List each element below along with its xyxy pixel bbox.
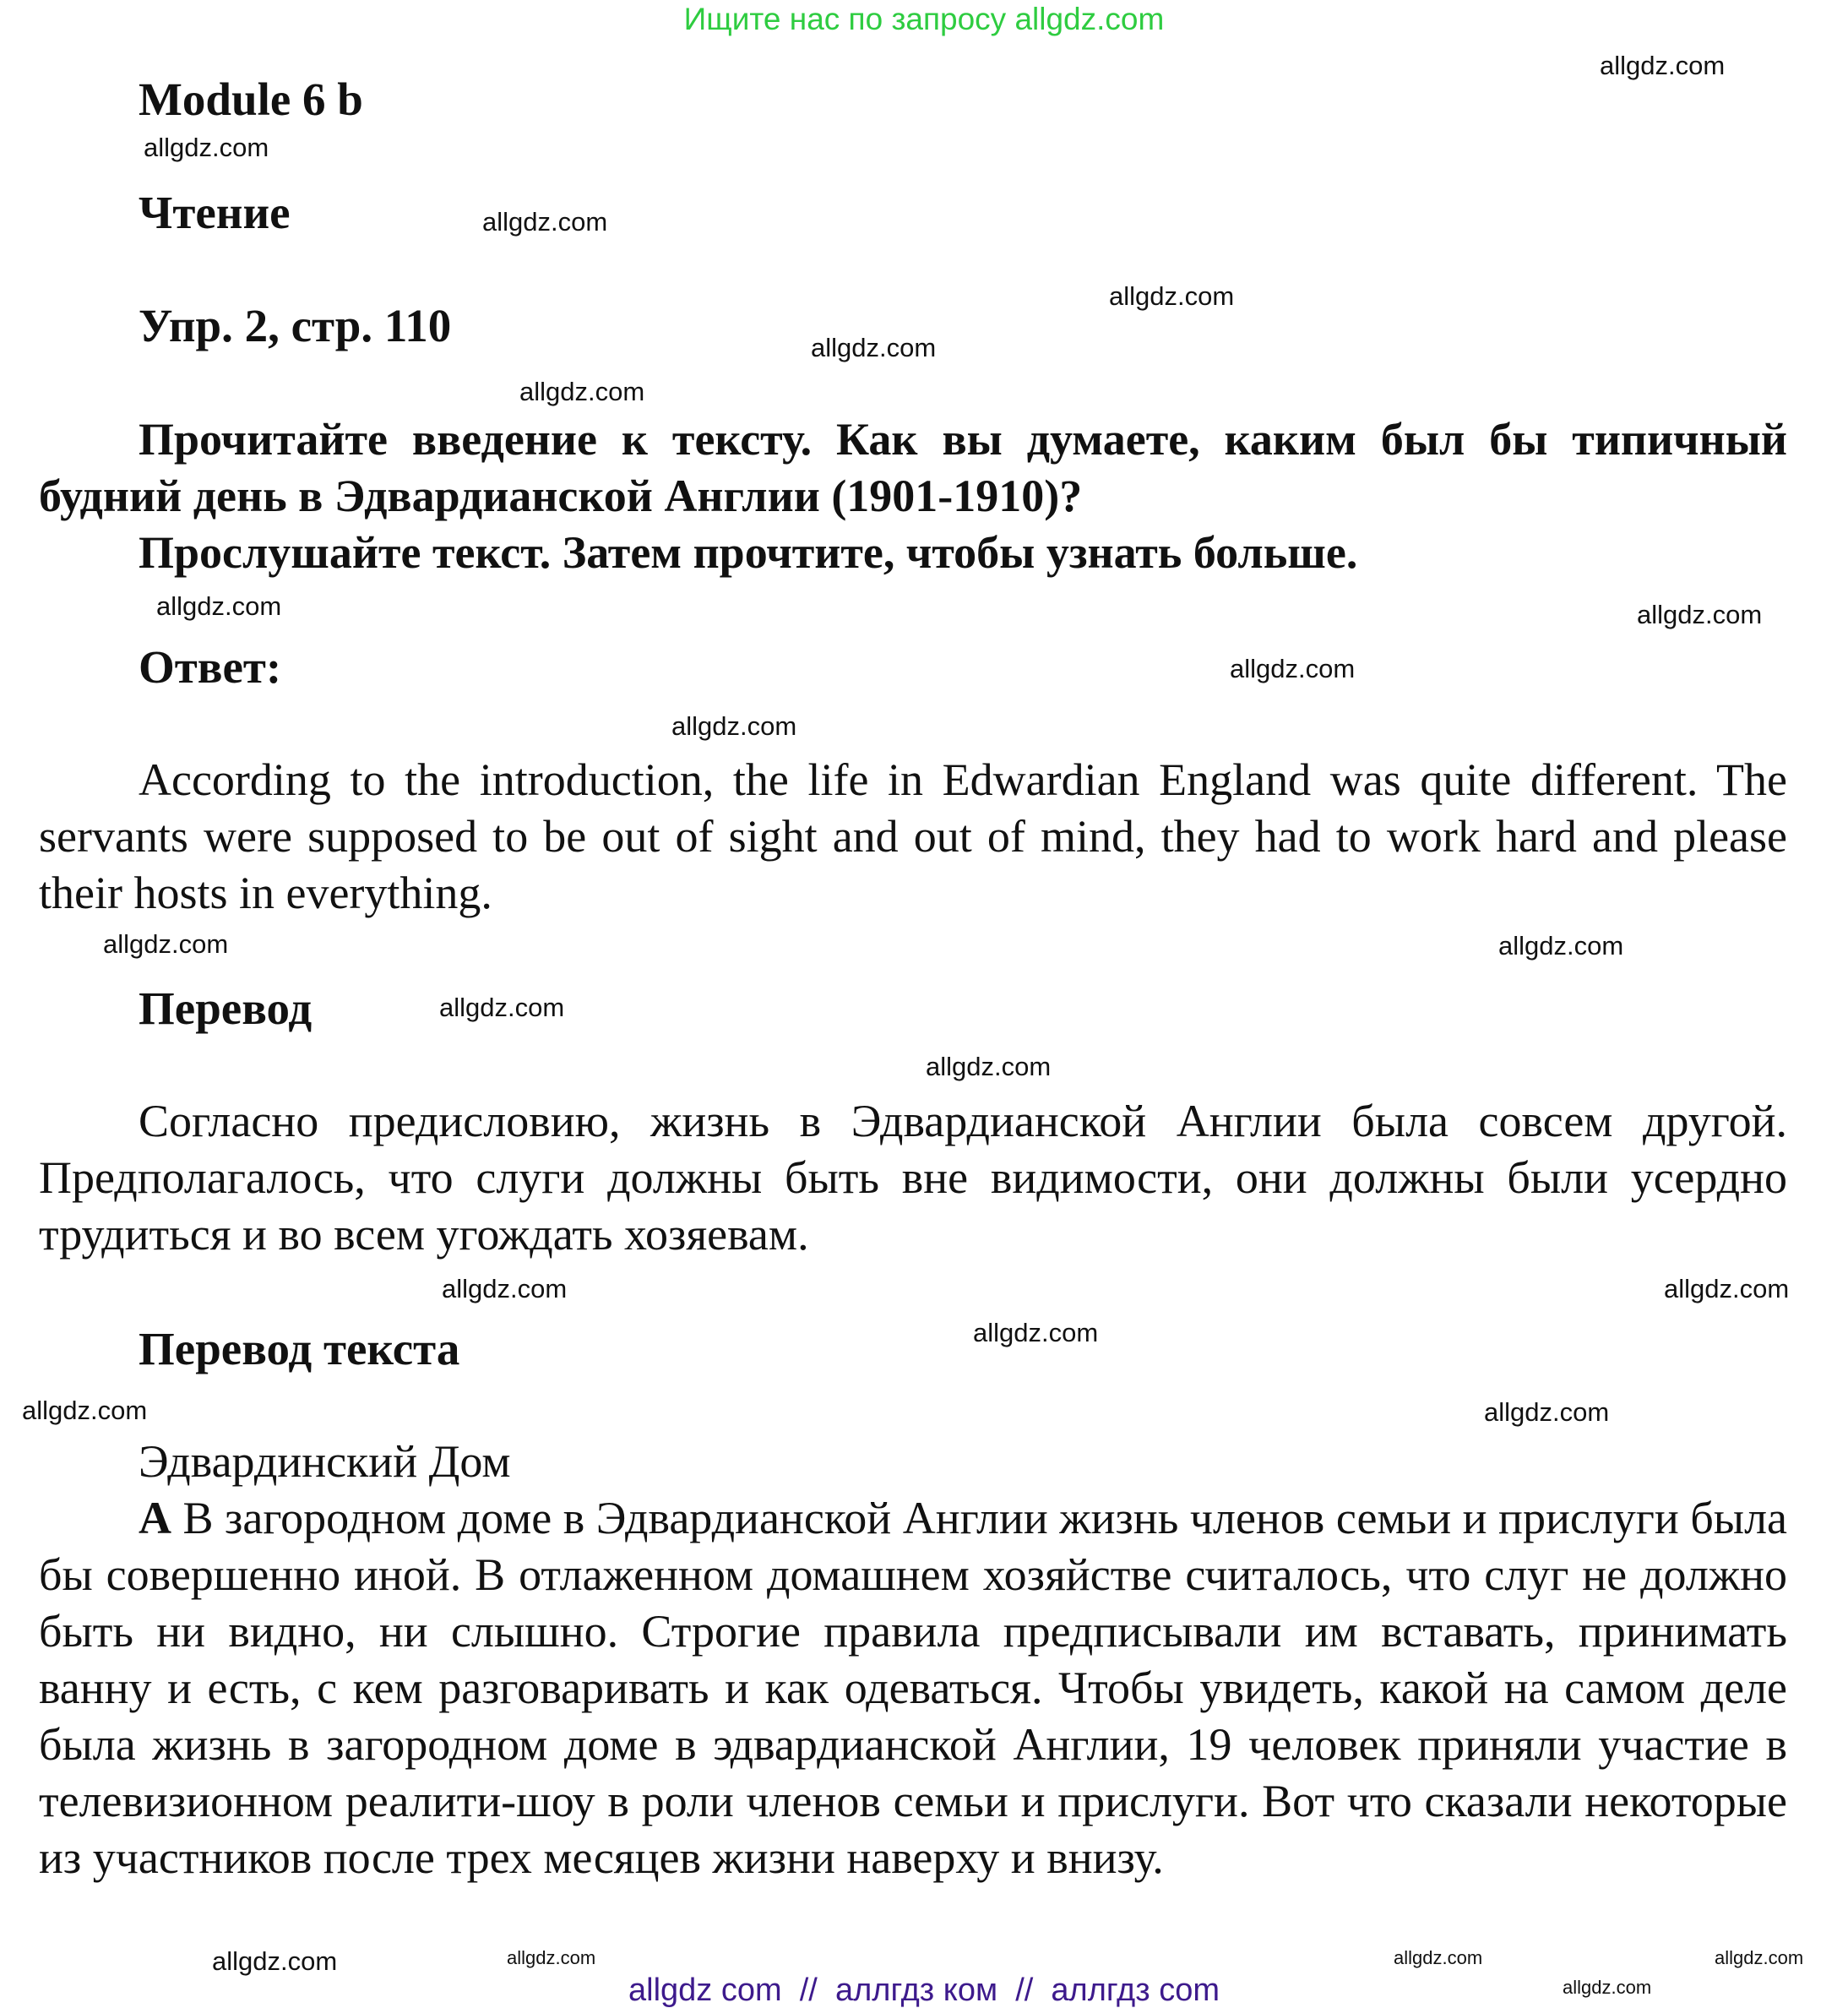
watermark: allgdz.com bbox=[103, 929, 229, 959]
watermark: allgdz.com bbox=[507, 1947, 596, 1968]
translation-paragraph: Согласно предисловию, жизнь в Эдвардианской Англии была совсем другой. Предполагалось, что слуги должны быть вне видимости, они должны были усердно трудиться и во всем угождать хозяевам. bbox=[39, 1096, 1787, 1260]
watermark: allgdz.com bbox=[439, 993, 565, 1022]
story-title: Эдвардинский Дом bbox=[139, 1436, 511, 1487]
answer-paragraph: According to the introduction, the life in Edwardian England was quite different. The servants were supposed to be out of sight and out of mind, they had to work hard and please their hosts in everything. bbox=[39, 754, 1787, 918]
watermark: allgdz.com bbox=[1394, 1947, 1483, 1968]
text-translation-heading: Перевод текста bbox=[139, 1323, 460, 1374]
watermark: allgdz.com bbox=[1600, 51, 1726, 80]
watermark: allgdz.com bbox=[442, 1274, 568, 1303]
watermark: allgdz.com bbox=[671, 711, 797, 741]
translation-text bbox=[39, 1093, 1787, 1263]
watermark: allgdz.com bbox=[1715, 1947, 1804, 1968]
watermark: allgdz.com bbox=[1563, 1977, 1652, 1998]
story-marker: A bbox=[139, 1493, 171, 1543]
watermark: allgdz.com bbox=[1664, 1274, 1790, 1303]
watermark: allgdz.com bbox=[1230, 654, 1356, 683]
watermark: allgdz.com bbox=[1498, 931, 1624, 960]
story-paragraph bbox=[39, 1490, 1787, 1886]
task-instructions bbox=[39, 411, 1787, 581]
story-body: В загородном доме в Эдвардианской Англии жизнь членов семьи и прислуги была бы совершенно иной. В отлаженном домашнем хозяйстве считалось, что слуг не должно быть ни видно, ни слышно. Строгие правила предписывали им вставать, принимать ванну и есть, с кем разговаривать и как одеваться. Чтобы увидеть, какой на самом деле была жизнь в загородном доме в эдвардианской Англии, 19 человек приняли участие в телевизионном реалити-шоу в роли членов семьи и прислуги. Вот что сказали некоторые из участников после трех месяцев жизни наверху и внизу. bbox=[39, 1493, 1787, 1883]
watermark: allgdz.com bbox=[926, 1052, 1052, 1081]
watermark: allgdz.com bbox=[212, 1946, 338, 1976]
footer-watermark: allgdz com // аллгдз ком // аллгдз com bbox=[628, 1973, 1220, 2008]
task-paragraph-1: Прочитайте введение к тексту. Как вы думаете, каким был бы типичный будний день в Эдвардианской Англии (1901-1910)? bbox=[39, 414, 1787, 521]
search-banner: Ищите нас по запросу allgdz.com bbox=[683, 2, 1165, 36]
answer-text bbox=[39, 752, 1787, 922]
watermark: allgdz.com bbox=[519, 377, 645, 406]
watermark: allgdz.com bbox=[1484, 1397, 1610, 1427]
translation-heading: Перевод bbox=[139, 982, 313, 1034]
watermark: allgdz.com bbox=[156, 591, 282, 621]
story bbox=[39, 1434, 1787, 1886]
watermark: allgdz.com bbox=[1109, 281, 1235, 311]
watermark: allgdz.com bbox=[482, 207, 608, 237]
answer-heading: Ответ: bbox=[139, 641, 282, 693]
module-title: Module 6 b bbox=[139, 73, 363, 125]
section-heading: Чтение bbox=[139, 187, 291, 238]
watermark: allgdz.com bbox=[22, 1396, 148, 1425]
watermark: allgdz.com bbox=[811, 333, 937, 362]
task-paragraph-2: Прослушайте текст. Затем прочтите, чтобы узнать больше. bbox=[139, 527, 1358, 578]
watermark: allgdz.com bbox=[1637, 600, 1763, 629]
watermark: allgdz.com bbox=[144, 133, 269, 162]
exercise-heading: Упр. 2, стр. 110 bbox=[139, 300, 452, 351]
watermark: allgdz.com bbox=[973, 1318, 1099, 1347]
